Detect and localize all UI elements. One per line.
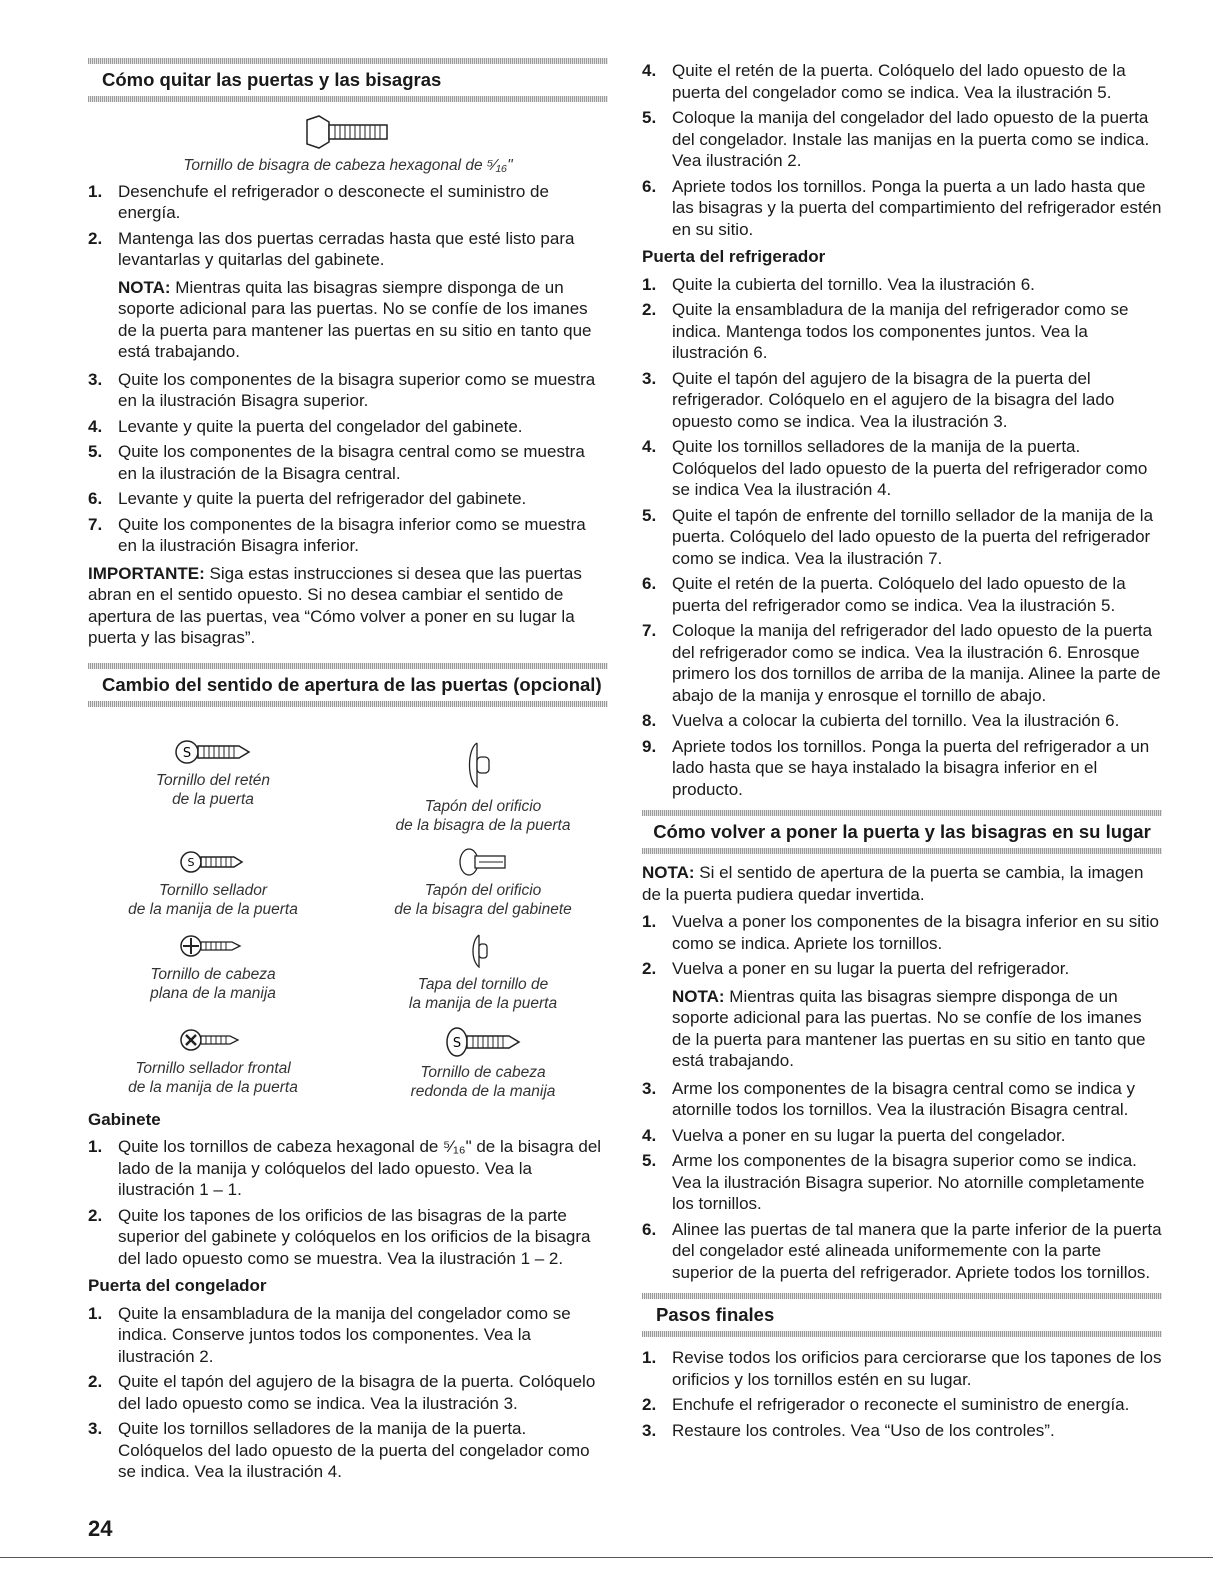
list-item: 2. Quite el tapón del agujero de la bisagra de la puerta. Colóquelo del lado opuesto como se indica. Vea la ilustración 3. — [88, 1372, 596, 1413]
hex-hinge-screw-icon — [303, 114, 393, 150]
list-item: 4. Quite el retén de la puerta. Colóquelo del lado opuesto de la puerta del congelador como se indica. Vea la ilustración 5. — [642, 61, 1126, 102]
svg-text:S: S — [187, 855, 195, 869]
list-item: 5. Quite el tapón de enfrente del tornillo sellador de la manija de la puerta. Colóquelo del lado opuesto de la puerta del refrigerador como se indica. Vea la ilustración 7. — [642, 505, 1154, 568]
left-column — [88, 58, 608, 1489]
list-item: 3. Quite los tornillos selladores de la manija de la puerta. Colóquelos del lado opuesto de la puerta del congelador como se indica. Vea la ilustración 4. — [88, 1419, 590, 1481]
hex-hinge-screw-caption: Tornillo de bisagra de cabeza hexagonal de ⁵⁄₁₆" — [183, 156, 513, 174]
list-item: 1. Vuelva a poner los componentes de la bisagra inferior en su sitio como se indica. Apriete los tornillos. — [642, 912, 1159, 953]
congelador-steps-list-continued — [642, 60, 1162, 240]
important-paragraph: IMPORTANTE: Siga estas instrucciones si desea que las puertas abran en el sentido opuesto. Si no desea cambiar el sentido de apertura de las puertas, vea “Cómo volver a poner en su lugar la puerta y las bisagras”. — [88, 563, 582, 647]
gabinete-steps-list — [88, 1136, 608, 1269]
section-title-final-steps: Pasos finales — [656, 1304, 775, 1325]
list-item: 4. Levante y quite la puerta del congelador del gabinete. — [88, 416, 523, 436]
section-rule — [88, 96, 608, 102]
gabinete-subtitle: Gabinete — [88, 1109, 161, 1129]
parts-grid — [88, 737, 608, 1101]
list-item: 1. Quite la ensambladura de la manija del congelador como se indica. Conserve juntos todos los componentes. Vea la ilustración 2. — [88, 1303, 571, 1366]
part-round-head-screw: S Tornillo de cabeza redonda de la manija — [358, 1025, 608, 1101]
section-title-replace-doors: Cómo volver a poner la puerta y las bisagras en su lugar — [653, 821, 1151, 842]
list-item: 1. Quite la cubierta del tornillo. Vea la ilustración 6. — [642, 274, 1035, 294]
note-paragraph: NOTA: Mientras quita las bisagras siempre disponga de un soporte adicional para las puertas. No se confíe de los imanes de la puerta para mantener las puertas en su sitio en tanto que está trabajando. — [118, 277, 592, 361]
part-front-sealing-screw: Tornillo sellador frontal de la manija de la puerta — [88, 1025, 338, 1101]
part-handle-screw-cover: Tapa del tornillo de la manija de la puerta — [358, 931, 608, 1013]
section-title-remove-doors: Cómo quitar las puertas y las bisagras — [102, 69, 442, 90]
svg-text:S: S — [182, 745, 192, 761]
list-item: 6. Alinee las puertas de tal manera que la parte inferior de la puerta del congelador esté alineada uniformemente con la parte superior de la puerta del refrigerador. Apriete todos los tornillos. — [642, 1219, 1162, 1282]
page-number: 24 — [88, 1516, 113, 1541]
list-item: 2. Quite los tapones de los orificios de las bisagras de la parte superior del gabinete y colóquelos en los orificios de la bisagra del lado opuesto como se muestra. Vea la ilustración 1 – 2. — [88, 1205, 591, 1268]
svg-text:S: S — [452, 1035, 462, 1051]
section-rule — [88, 701, 608, 707]
cabinet-hinge-hole-plug-icon — [453, 847, 513, 877]
list-item: 5. Quite los componentes de la bisagra central como se muestra en la ilustración de la Bisagra central. — [88, 442, 585, 483]
section-title-reverse-doors: Cambio del sentido de apertura de las puertas (opcional) — [102, 673, 602, 695]
congelador-subtitle: Puerta del congelador — [88, 1276, 267, 1295]
note-paragraph: NOTA: Mientras quita las bisagras siempre disponga de un soporte adicional para las puertas. No se confíe de los imanes de la puerta para mantener las puertas en su sitio en tanto que está trabajando. — [672, 986, 1146, 1070]
section-rule — [642, 1331, 1162, 1337]
section-rule — [642, 848, 1162, 854]
list-item: 9. Apriete todos los tornillos. Ponga la puerta del refrigerador a un lado hasta que se haya instalado la bisagra inferior en el producto. — [642, 736, 1150, 799]
bottom-rule — [0, 1557, 1213, 1558]
door-stop-screw-icon — [173, 737, 253, 767]
hex-hinge-screw-figure — [88, 114, 608, 175]
list-item: 3. Restaure los controles. Vea “Uso de los controles”. — [642, 1420, 1055, 1440]
list-item: 5. Coloque la manija del congelador del lado opuesto de la puerta del congelador. Instale las manijas en la puerta como se indica. Vea ilustración 2. — [642, 108, 1150, 170]
replace-steps-list — [642, 911, 1162, 980]
refrigerador-steps-list — [642, 274, 1162, 801]
right-column — [642, 60, 1162, 1447]
remove-steps-list-2 — [88, 369, 608, 557]
congelador-steps-list — [88, 1303, 608, 1483]
replace-steps-list-2 — [642, 1078, 1162, 1284]
list-item: 5. Arme los componentes de la bisagra superior como se indica. Vea la ilustración Bisagra superior. No atornille completamente los tornillos. — [642, 1151, 1145, 1213]
list-item: 7. Coloque la manija del refrigerador del lado opuesto de la puerta del refrigerador como se indica. Vea la ilustración 6. Enrosque primero los dos tornillos de arriba de la manija. Alinee la parte de abajo de la manija y enrosque el tornillo de abajo. — [642, 621, 1161, 705]
part-door-hinge-hole-plug: Tapón del orificio de la bisagra de la puerta — [358, 737, 608, 835]
list-item: 6. Levante y quite la puerta del refrigerador del gabinete. — [88, 489, 527, 508]
handle-sealing-screw-icon — [178, 847, 248, 877]
door-hinge-hole-plug-icon — [463, 737, 503, 793]
flat-head-screw-icon — [178, 931, 248, 961]
part-flat-head-screw: Tornillo de cabeza plana de la manija — [88, 931, 338, 1013]
list-item: 2. Quite la ensambladura de la manija del refrigerador como se indica. Mantenga todos los componentes juntos. Vea la ilustración 6. — [642, 300, 1129, 362]
list-item: 3. Arme los componentes de la bisagra central como se indica y atornille todos los tornillos. Vea la ilustración Bisagra central. — [642, 1078, 1136, 1119]
list-item: 1. Revise todos los orificios para cerciorarse que los tapones de los orificios y los tornillos estén en su lugar. — [642, 1348, 1162, 1389]
list-item: 6. Quite el retén de la puerta. Colóquelo del lado opuesto de la puerta del refrigerador como se indica. Vea la ilustración 5. — [642, 574, 1126, 615]
list-item: 4. Quite los tornillos selladores de la manija de la puerta. Colóquelos del lado opuesto de la puerta del refrigerador como se indica Vea la ilustración 4. — [642, 437, 1148, 499]
list-item: 8. Vuelva a colocar la cubierta del tornillo. Vea la ilustración 6. — [642, 711, 1120, 730]
part-handle-sealing-screw: S Tornillo sellador de la manija de la puerta — [88, 847, 338, 919]
note-paragraph: NOTA: Si el sentido de apertura de la puerta se cambia, la imagen de la puerta pudiera quedar invertida. — [642, 863, 1144, 904]
handle-screw-cover-icon — [463, 931, 503, 971]
part-door-stop-screw: S Tornillo del retén de la puerta — [88, 737, 338, 835]
refrigerador-subtitle: Puerta del refrigerador — [642, 247, 826, 266]
final-steps-list — [642, 1347, 1162, 1441]
list-item: 3. Quite el tapón del agujero de la bisagra de la puerta del refrigerador. Colóquelo en el agujero de la bisagra del lado opuesto como se indica. Vea la ilustración 3. — [642, 368, 1115, 431]
list-item: 4. Vuelva a poner en su lugar la puerta del congelador. — [642, 1125, 1066, 1145]
list-item: 7. Quite los componentes de la bisagra inferior como se muestra en la ilustración Bisagra inferior. — [88, 514, 586, 555]
part-cabinet-hinge-hole-plug: Tapón del orificio de la bisagra del gabinete — [358, 847, 608, 919]
front-sealing-screw-icon — [178, 1025, 248, 1055]
round-head-screw-icon — [443, 1025, 523, 1059]
remove-steps-list — [88, 181, 608, 271]
list-item: 3. Quite los componentes de la bisagra superior como se muestra en la ilustración Bisagra superior. — [88, 369, 596, 410]
list-item: 2. Vuelva a poner en su lugar la puerta del refrigerador. — [642, 959, 1070, 978]
list-item: 1. Desenchufe el refrigerador o desconecte el suministro de energía. — [88, 181, 549, 222]
list-item: 2. Mantenga las dos puertas cerradas hasta que esté listo para levantarlas y quitarlas del gabinete. — [88, 228, 575, 269]
list-item: 1. Quite los tornillos de cabeza hexagonal de ⁵⁄₁₆" de la bisagra del lado de la manija y colóquelos del lado opuesto. Vea la ilustración 1 – 1. — [88, 1137, 602, 1199]
list-item: 2. Enchufe el refrigerador o reconecte el suministro de energía. — [642, 1395, 1130, 1414]
list-item: 6. Apriete todos los tornillos. Ponga la puerta a un lado hasta que las bisagras y la puerta del compartimiento del refrigerador estén en su sitio. — [642, 176, 1162, 239]
